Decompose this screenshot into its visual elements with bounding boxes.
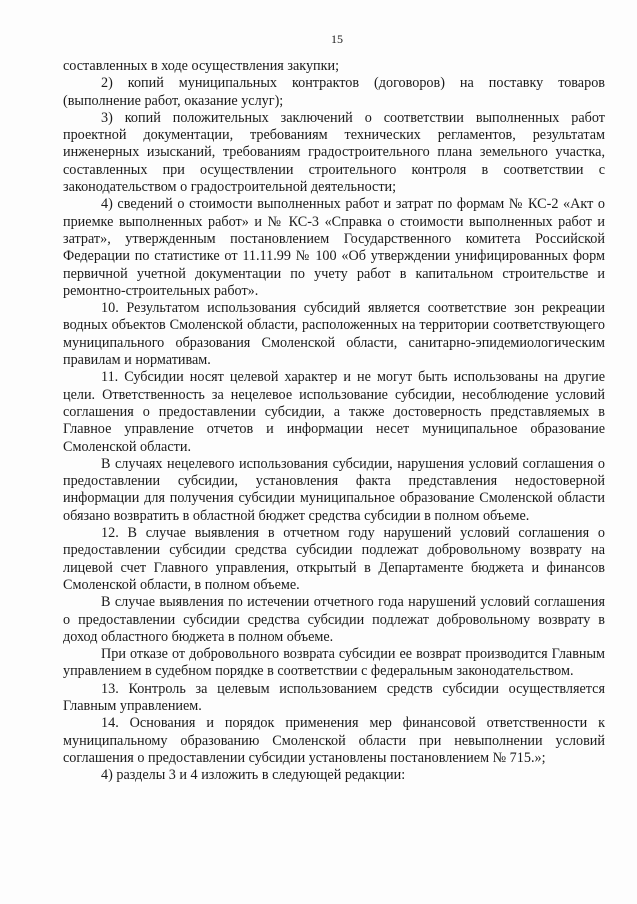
paragraph: 4) разделы 3 и 4 изложить в следующей редакции: bbox=[101, 767, 406, 784]
paragraph: 12. В случае выявления в отчетном году нарушений условий соглашения о предоставлении субсидии средства субсидии подлежат добровольному возврату на лицевой счет Главного управления, открытый в Департаменте бюджета и финансов Смоленской области, в полном объеме. bbox=[63, 525, 605, 593]
paragraph: 3) копий положительных заключений о соответствии выполненных работ проектной документации, требованиям технических регламентов, результатам инженерных изысканий, требованиям градостроительного плана земельного участка, составленных при осуществлении строительного контроля в соответствии с законодательством о градостроительной деятельности; bbox=[63, 109, 605, 196]
paragraph: 4) сведений о стоимости выполненных работ и затрат по формам № КС-2 «Акт о приемке выполненных работ» и № КС-3 «Справка о стоимости выполненных работ и затрат», утвержденным постановлением Государственного комитета Российской Федерации по статистике от 11.11.99 № 100 «Об утверждении унифицированных форм первичной учетной документации по учету работ в капитальном строительстве и ремонтно-строительных работ». bbox=[63, 196, 605, 299]
paragraph: 11. Субсидии носят целевой характер и не могут быть использованы на другие цели. Ответственность за нецелевое использование субсидии, несоблюдение условий соглашения о предоставлении субсидии, а также достоверность представляемых в Главное управление отчетов и информации несет муниципальное образование Смоленской области. bbox=[63, 369, 605, 455]
paragraph: 13. Контроль за целевым использованием средств субсидии осуществляется Главным управлением. bbox=[63, 680, 605, 714]
page-number: 15 bbox=[331, 32, 343, 46]
paragraph: составленных в ходе осуществления закупки; bbox=[63, 58, 340, 74]
paragraph: При отказе от добровольного возврата субсидии ее возврат производится Главным управлением в судебном порядке в соответствии с федеральным законодательством. bbox=[63, 646, 605, 680]
paragraph: 14. Основания и порядок применения мер финансовой ответственности к муниципальному образованию Смоленской области при невыполнении условий соглашения о предоставлении субсидии установлены постановлением № 715.»; bbox=[63, 715, 605, 766]
paragraph: 10. Результатом использования субсидий является соответствие зон рекреации водных объектов Смоленской области, расположенных на территории соответствующего муниципального образования Смоленской области, санитарно-эпидемиологическим правилам и нормативам. bbox=[63, 300, 605, 369]
paragraph: В случае выявления по истечении отчетного года нарушений условий соглашения о предоставлении субсидии средства субсидии подлежат добровольному возврату в доход областного бюджета в полном объеме. bbox=[63, 594, 605, 645]
paragraph: 2) копий муниципальных контрактов (договоров) на поставку товаров (выполнение работ, оказание услуг); bbox=[63, 75, 605, 109]
paragraph: В случаях нецелевого использования субсидии, нарушения условий соглашения о предоставлении субсидии, установления факта представления недостоверной информации для получения субсидии муниципальное образование Смоленской области обязано возвратить в областной бюджет средства субсидии в полном объеме. bbox=[63, 455, 605, 524]
